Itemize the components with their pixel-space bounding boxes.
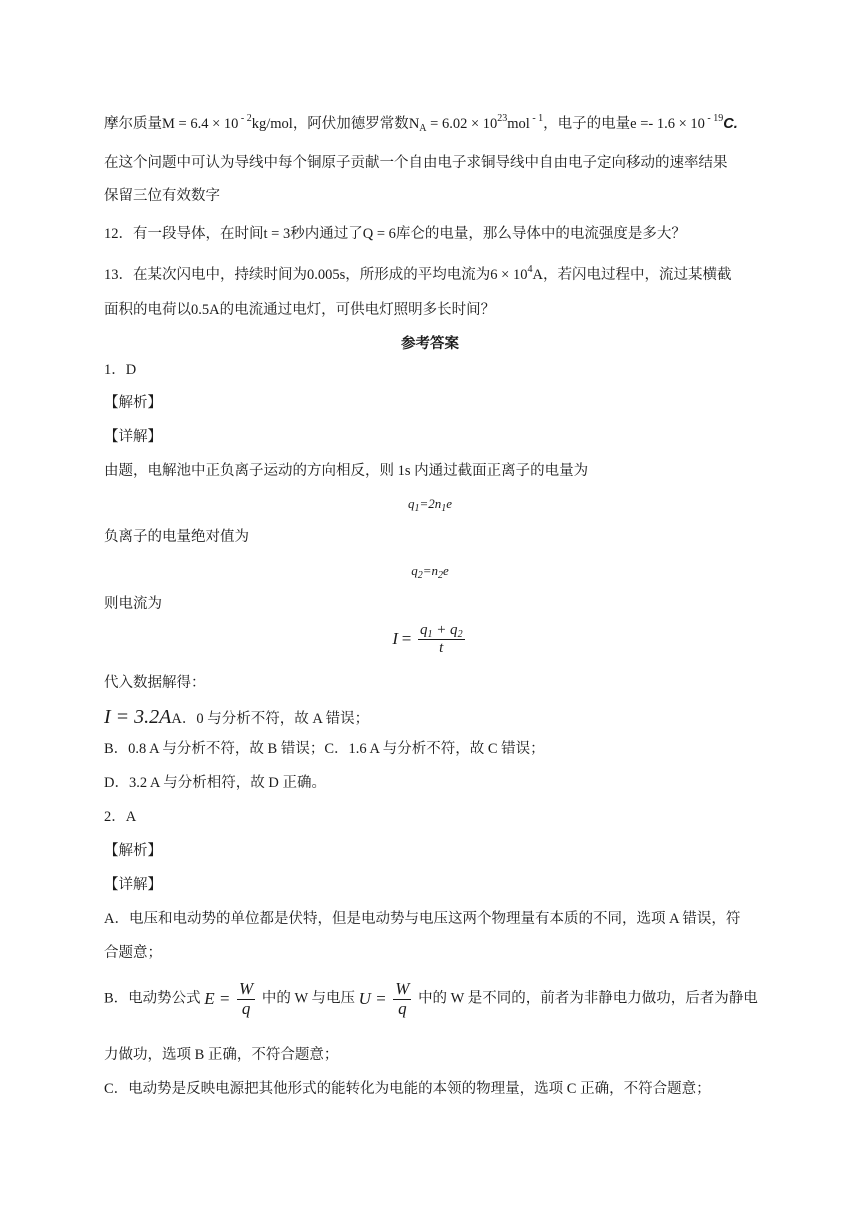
na-symbol: N	[408, 116, 420, 132]
molar-mass-unit: kg/mol	[251, 116, 293, 132]
eq-symbol: e	[443, 563, 449, 578]
molar-mass-exponent: - 2	[238, 113, 252, 124]
formula-voltage-lhs: U =	[358, 988, 387, 1008]
answer-1-text-3: 则电流为	[104, 596, 162, 612]
text-avogadro-label: ，阿伏加德罗常数	[292, 116, 409, 132]
eq-subscript: 1	[427, 629, 433, 640]
electron-charge-value: e =- 1.6 × 10	[630, 116, 705, 132]
eq-symbol: e	[446, 496, 453, 511]
text-molar-mass-label: 摩尔质量	[104, 116, 162, 132]
option-a-text: A．0 与分析不符，故 A 错误；	[171, 711, 370, 727]
answer-2-option-b-line-2: 力做功，选项 B 正确，不符合题意；	[104, 1047, 339, 1063]
q13-current-formula	[490, 264, 543, 283]
answers-title: 参考答案	[401, 336, 459, 352]
result-formula: I = 3.2A	[104, 706, 172, 728]
option-b-text-mid: 中的 W 与电压	[261, 990, 356, 1007]
fraction-voltage	[393, 980, 411, 1018]
na-exponent: 23	[497, 113, 508, 124]
answer-2-number: 2．A	[104, 809, 137, 825]
eq-operator: =2	[419, 496, 435, 511]
fraction-numerator: W	[395, 979, 410, 998]
text-electron-charge-label: ，电子的电量	[543, 116, 631, 132]
answer-1-text-4: 代入数据解得：	[104, 675, 206, 691]
q13-text-e: 的电流通过电灯，可供电灯照明多长时间？	[219, 302, 496, 318]
electron-charge-exponent: - 19	[704, 113, 724, 124]
problem-text-line	[104, 113, 738, 134]
formula-emf-lhs: E =	[204, 988, 231, 1008]
q13-text-b: ，所形成的平均电流为	[345, 267, 491, 283]
answer-1-detail-label: 【详解】	[104, 429, 162, 445]
fraction-denominator: q	[393, 999, 411, 1019]
na-value: = 6.02 × 10	[426, 116, 498, 132]
na-subscript: A	[419, 123, 427, 134]
question-13	[104, 264, 732, 284]
problem-text-line-2: 在这个问题中可认为导线中每个铜原子贡献一个自由电子求铜导线中自由电子定向移动的速率结果	[104, 155, 728, 171]
eq-symbol: q	[419, 622, 428, 638]
answer-2-option-a-line-2: 合题意；	[104, 945, 162, 961]
fraction-numerator	[418, 622, 465, 639]
answer-2-option-b-line-1	[104, 980, 758, 1018]
formula-avogadro	[408, 113, 544, 134]
answer-1-result-line	[104, 705, 369, 729]
answer-1-text-2: 负离子的电量绝对值为	[104, 529, 249, 545]
answer-2-option-a-line-1: A．电压和电动势的单位都是伏特，但是电动势与电压这两个物理量有本质的不同，选项 A 错误，符	[104, 911, 741, 927]
q12-time-formula: t = 3	[263, 226, 291, 242]
eq-subscript: 1	[441, 503, 447, 514]
fraction-emf	[237, 980, 255, 1018]
equation-q1	[0, 496, 860, 512]
answer-2-option-c: C．电动势是反映电源把其他形式的能转化为电能的本领的物理量，选项 C 正确，不符合题意；	[104, 1081, 711, 1097]
q12-text-c: 库仑的电量，那么导体中的电流强度是多大？	[395, 226, 686, 242]
eq-symbol: + q	[432, 622, 458, 638]
eq-subscript: 2	[457, 629, 463, 640]
q13-current-unit: A	[532, 267, 543, 283]
eq-subscript: 2	[417, 570, 423, 581]
question-12	[104, 226, 686, 243]
q13-text-c: ，若闪电过程中，流过某横截	[542, 267, 732, 283]
fraction	[418, 622, 465, 656]
q13-duration-formula: 0.005s	[307, 267, 346, 283]
eq-subscript: 2	[438, 570, 443, 581]
fraction-denominator: q	[237, 999, 255, 1019]
eq-symbol: q	[407, 496, 415, 511]
eq-symbol: n	[434, 496, 442, 511]
eq-symbol: n	[431, 563, 438, 578]
fraction-numerator: W	[239, 979, 254, 998]
q13-current-exponent: 4	[527, 264, 533, 275]
q12-text-a: 12．有一段导体，在时间	[104, 226, 264, 242]
eq-lhs: I	[392, 629, 399, 648]
equation-q2	[0, 563, 860, 579]
answer-1-option-d: D．3.2 A 与分析相符，故 D 正确。	[104, 775, 326, 791]
answer-1-number: 1．D	[104, 362, 137, 378]
na-unit: mol	[507, 116, 530, 132]
option-b-text-end: 中的 W 是不同的，前者为非静电力做功，后者为静电	[418, 990, 758, 1007]
molar-mass-value: M = 6.4 × 10	[162, 116, 239, 132]
q13-lamp-current-formula: 0.5A	[191, 302, 220, 318]
eq-subscript: 1	[414, 503, 420, 514]
na-unit-exponent: - 1	[529, 113, 544, 124]
equation-current	[0, 622, 860, 656]
eq-operator: =	[422, 563, 432, 578]
problem-text-line-3: 保留三位有效数字	[104, 188, 220, 204]
option-b-text: B．电动势公式	[104, 990, 201, 1007]
q12-charge-formula: Q = 6	[362, 226, 396, 242]
fraction-denominator: t	[418, 639, 465, 657]
answer-2-analysis-label: 【解析】	[104, 843, 162, 859]
eq-operator: =	[401, 629, 412, 648]
formula-molar-mass	[162, 113, 293, 132]
answer-1-options-bc: B．0.8 A 与分析不符，故 B 错误；C．1.6 A 与分析不符，故 C 错误；	[104, 741, 545, 757]
q13-text-a: 13．在某次闪电中，持续时间为	[104, 267, 307, 283]
q13-current-value: 6 × 10	[490, 267, 528, 283]
answer-2-detail-label: 【详解】	[104, 877, 162, 893]
answer-1-analysis-label: 【解析】	[104, 395, 162, 411]
q12-text-b: 秒内通过了	[290, 226, 363, 242]
answer-1-text-1: 由题，电解池中正负离子运动的方向相反，则 1s 内通过截面正离子的电量为	[104, 463, 589, 479]
formula-electron-charge	[630, 113, 738, 132]
electron-charge-unit: C.	[723, 116, 738, 132]
question-13-line-2	[104, 302, 495, 319]
eq-symbol: q	[411, 563, 418, 578]
q13-text-d: 面积的电荷以	[104, 302, 191, 318]
